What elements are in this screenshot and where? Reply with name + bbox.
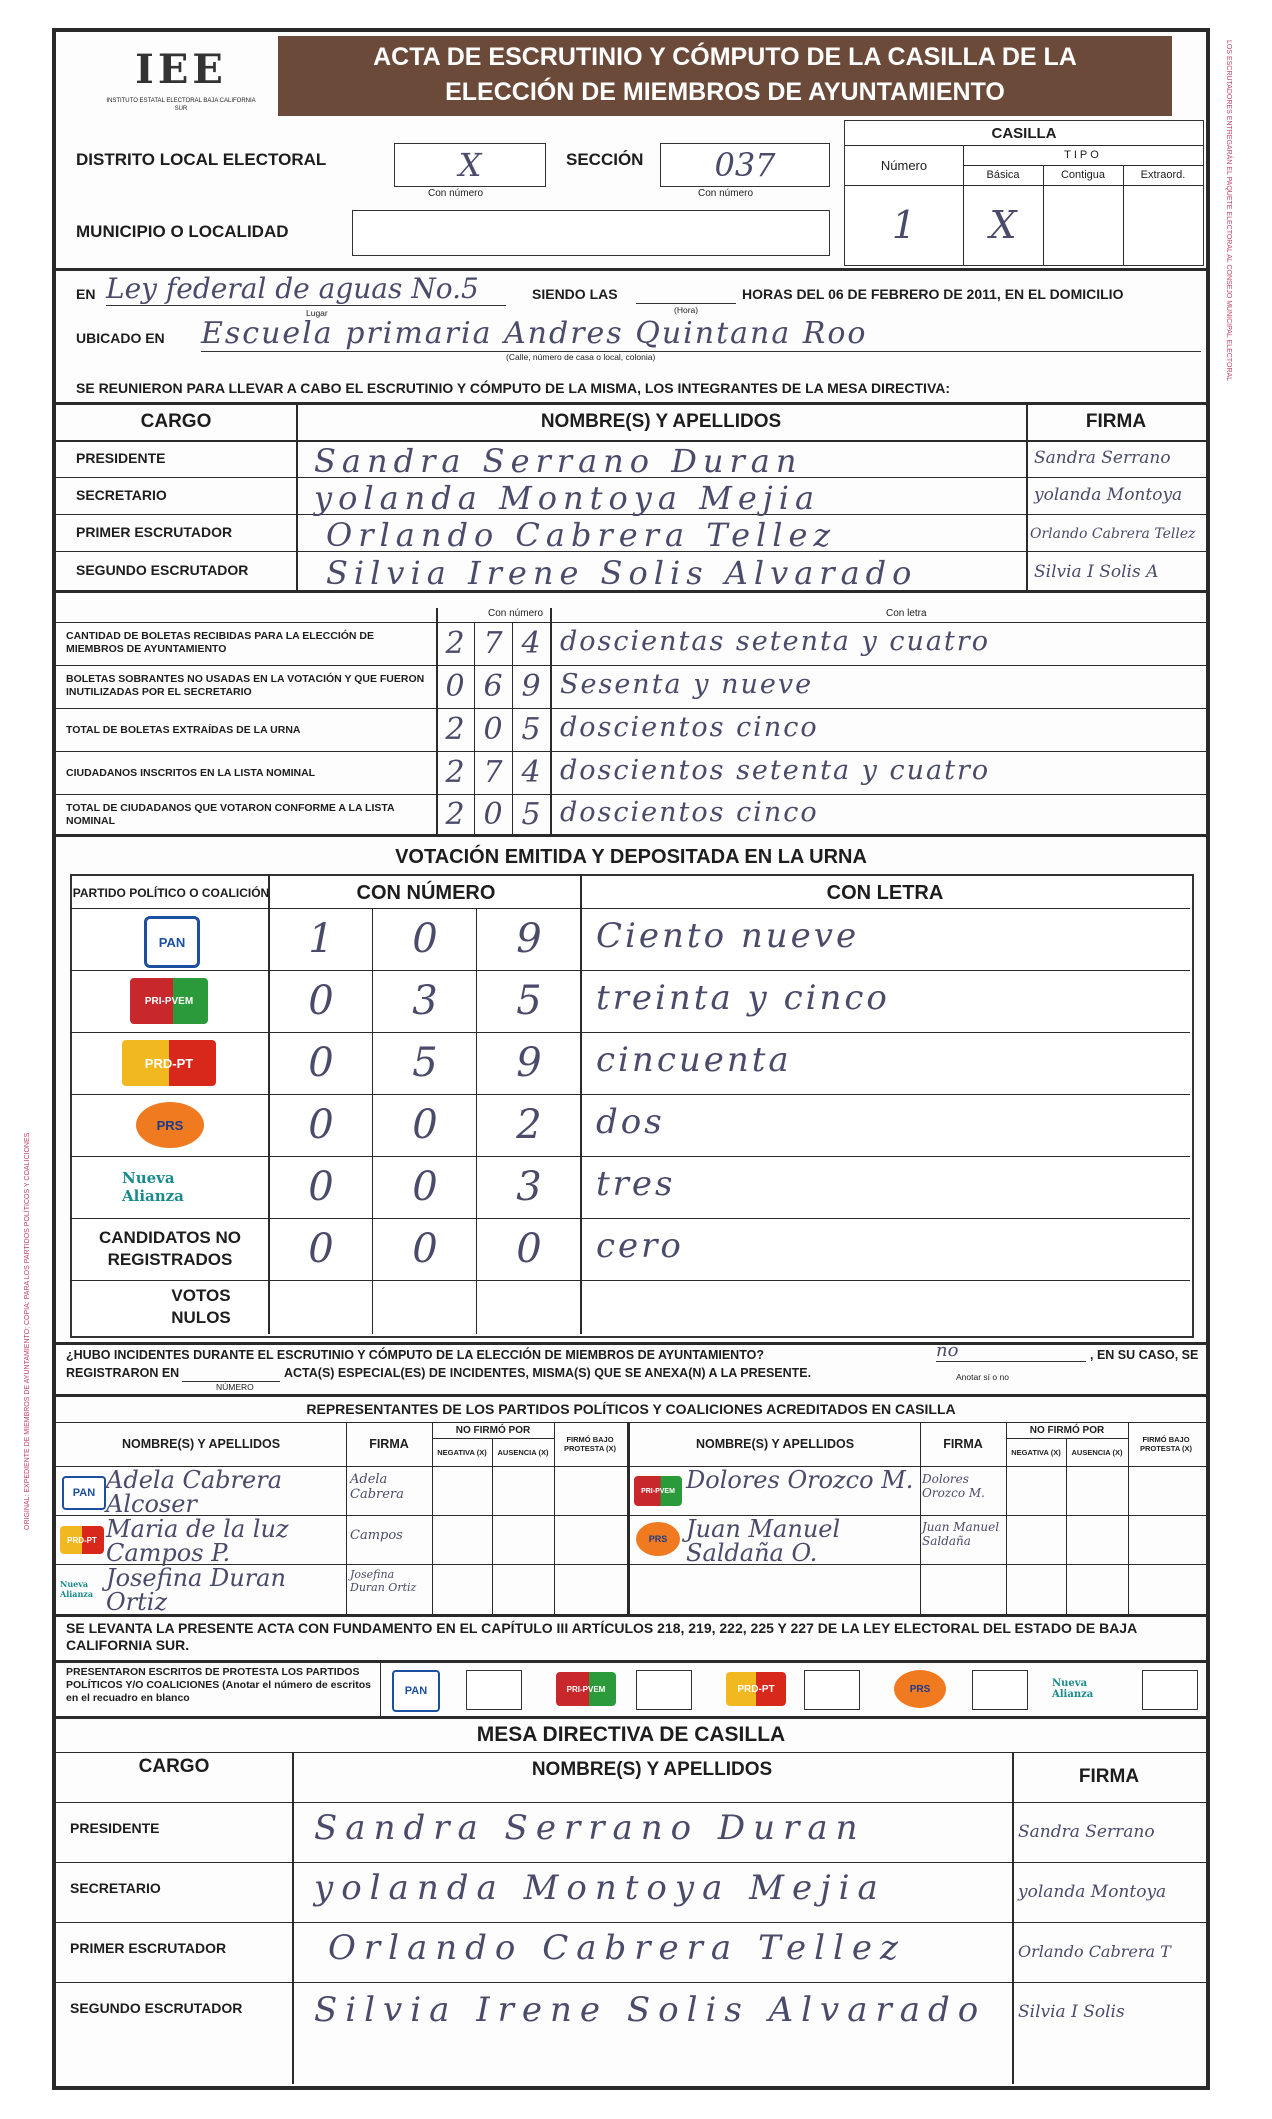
title-banner [278, 36, 1172, 116]
iee-logo-text: IEE [135, 46, 227, 93]
rep-nombre[interactable]: Maria de la luz Campos P. [106, 1515, 289, 1567]
digit-3[interactable]: 0 [516, 1226, 542, 1272]
mesa2-firma[interactable]: Silvia I Solis [1018, 2002, 1125, 2022]
rep-nombre[interactable]: Dolores Orozco M. [686, 1466, 914, 1494]
votacion-letra[interactable]: dos [596, 1102, 665, 1142]
pri-logo-icon: PRI-PVEM [130, 978, 208, 1024]
mesa1-cargo: PRESIDENTE [76, 450, 166, 466]
registraron-label: REGISTRARON EN [66, 1366, 180, 1380]
digit-2[interactable]: 3 [412, 978, 438, 1024]
con-numero-header: CON NÚMERO [356, 881, 496, 904]
municipio-label: MUNICIPIO O LOCALIDAD [76, 222, 289, 241]
nueva-alianza-logo-icon: Nueva Alianza [122, 1169, 184, 1205]
rep-firma[interactable]: Adela Cabrera [350, 1472, 404, 1502]
mesa1-firma[interactable]: Orlando Cabrera Tellez [1030, 526, 1196, 542]
boletas-label: CANTIDAD DE BOLETAS RECIBIDAS PARA LA ELECCIÓN DE MIEMBROS DE AYUNTAMIENTO [66, 630, 375, 655]
representantes-title: REPRESENTANTES DE LOS PARTIDOS POLÍTICOS Y COALICIONES ACREDITADOS EN CASILLA [306, 1401, 956, 1417]
digit-1[interactable] [270, 1280, 372, 1334]
prs-logo-icon: PRS [636, 1522, 680, 1556]
rep-firma[interactable]: Josefina Duran Ortiz [350, 1568, 417, 1594]
rep-protesta-header: FIRMÓ BAJO PROTESTA (X) [563, 1435, 617, 1453]
votacion-letra[interactable]: cero [596, 1226, 684, 1266]
iee-logo-sub: INSTITUTO ESTATAL ELECTORAL BAJA CALIFORNIA SUR [106, 98, 256, 112]
protesta-prd-box[interactable] [804, 1670, 860, 1710]
protesta-nueva-alianza-box[interactable] [1142, 1670, 1198, 1710]
iee-logo [106, 46, 256, 126]
digit-3[interactable]: 9 [516, 1040, 542, 1086]
digit-3[interactable]: 9 [516, 916, 542, 962]
digit-3[interactable]: 4 [521, 626, 541, 661]
no-registrados-label: CANDIDATOS NO REGISTRADOS [99, 1228, 241, 1269]
distrito-label: DISTRITO LOCAL ELECTORAL [76, 150, 327, 169]
casilla-extraord-label: Extraord. [1140, 169, 1186, 181]
digit-2[interactable]: 7 [483, 626, 503, 661]
mesa1-firma-header: FIRMA [1085, 411, 1147, 432]
votos-nulos-label: VOTOS NULOS [171, 1286, 231, 1327]
seccion-label: SECCIÓN [566, 150, 644, 169]
digit-1[interactable]: 2 [445, 796, 465, 832]
digit-1[interactable]: 0 [308, 1164, 334, 1210]
right-margin-note: LOS ESCRUTADORES ENTREGARÁN EL PAQUETE ELECTORAL AL CONSEJO MUNICIPAL ELECTORAL [1225, 40, 1232, 382]
lugar-field[interactable]: Ley federal de aguas No.5 [106, 272, 506, 306]
boletas-label: TOTAL DE BOLETAS EXTRAÍDAS DE LA URNA [66, 724, 301, 736]
rep-nombre[interactable]: Josefina Duran Ortiz [106, 1564, 286, 1616]
digit-3[interactable]: 9 [521, 669, 541, 704]
mesa2-title: MESA DIRECTIVA DE CASILLA [476, 1723, 786, 1746]
votacion-title: VOTACIÓN EMITIDA Y DEPOSITADA EN LA URNA [395, 845, 867, 868]
pan-logo-icon: PAN [144, 916, 200, 968]
distrito-hint: Con número [428, 188, 484, 199]
mesa2-nombre[interactable]: Sandra Serrano Duran [314, 1808, 866, 1848]
fundamento-text: SE LEVANTA LA PRESENTE ACTA CON FUNDAMENTO EN EL CAPÍTULO III ARTÍCULOS 218, 219, 222, 225 Y 227 DE LA LEY ELECTORAL DEL ESTADO DE BAJA CALIFORNIA SUR. [66, 1620, 1137, 1653]
lugar-hint: Lugar [306, 308, 328, 318]
casilla-numero-label: Número [880, 157, 928, 173]
hora-field[interactable] [636, 302, 736, 304]
digit-3[interactable]: 4 [521, 755, 541, 790]
digit-2[interactable]: 0 [412, 916, 438, 962]
digit-1[interactable]: 2 [445, 712, 465, 747]
rep-nombre[interactable]: Adela Cabrera Alcoser [106, 1466, 283, 1518]
ubicado-label: UBICADO EN [76, 330, 165, 346]
rep-protesta-header: FIRMÓ BAJO PROTESTA (X) [1139, 1435, 1193, 1453]
protesta-pan-box[interactable] [466, 1670, 522, 1710]
mesa2-nombre[interactable]: yolanda Montoya Mejia [314, 1868, 886, 1908]
digit-3[interactable]: 3 [516, 1164, 542, 1210]
casilla-box [844, 120, 1204, 266]
votacion-letra[interactable]: Ciento nueve [596, 916, 860, 956]
digit-1[interactable]: 0 [445, 669, 465, 704]
digit-3[interactable]: 5 [521, 712, 541, 747]
incidentes-answer[interactable]: no [936, 1340, 1086, 1362]
mesa2-nombres-header: NOMBRE(S) Y APELLIDOS [531, 1759, 773, 1780]
siendo-las-label: SIENDO LAS [532, 286, 618, 302]
incidentes-question: ¿HUBO INCIDENTES DURANTE EL ESCRUTINIO Y CÓMPUTO DE LA ELECCIÓN DE MIEMBROS DE AYUNTAMIENTO? [66, 1348, 764, 1362]
boletas-label: CIUDADANOS INSCRITOS EN LA LISTA NOMINAL [66, 767, 316, 779]
rep-ausencia-header: AUSENCIA (X) [1071, 1447, 1123, 1457]
votacion-letra[interactable]: cincuenta [596, 1040, 792, 1080]
digit-2[interactable]: 0 [483, 712, 503, 747]
hora-hint: (Hora) [674, 305, 699, 315]
rep-firma-header: FIRMA [369, 1437, 409, 1451]
mesa2-cargo: PRIMER ESCRUTADOR [70, 1940, 227, 1956]
casilla-contigua-field[interactable] [1043, 185, 1123, 265]
anotar-hint: Anotar sí o no [956, 1372, 1009, 1382]
boletas-label: BOLETAS SOBRANTES NO USADAS EN LA VOTACIÓN Y QUE FUERON INUTILIZADAS POR EL SECRETARIO [66, 673, 425, 698]
title-line-1: ACTA DE ESCRUTINIO Y CÓMPUTO DE LA CASILLA DE LA [373, 43, 1077, 71]
rep-negativa-header: NEGATIVA (X) [1011, 1447, 1061, 1457]
digit-3[interactable]: 2 [516, 1102, 542, 1148]
digit-2[interactable]: 7 [483, 755, 503, 790]
municipio-field[interactable] [352, 210, 830, 256]
mesa2-firma-header: FIRMA [1078, 1766, 1140, 1787]
digit-3[interactable]: 5 [521, 796, 541, 832]
domicilio-hint: (Calle, número de casa o local, colonia) [506, 352, 656, 362]
boletas-letra[interactable]: doscientos cinco [560, 712, 819, 743]
pri-logo-icon: PRI-PVEM [634, 1476, 682, 1506]
digit-2[interactable] [374, 1280, 476, 1334]
digit-3[interactable] [478, 1280, 580, 1334]
digit-1[interactable]: 2 [445, 755, 465, 790]
mesa1-nombre[interactable]: Orlando Cabrera Tellez [326, 516, 837, 554]
rep-firma[interactable]: Dolores Orozco M. [922, 1472, 985, 1500]
pan-logo-icon: PAN [62, 1476, 106, 1510]
digit-3[interactable]: 5 [516, 978, 542, 1024]
boletas-con-letra-header: Con letra [886, 608, 927, 619]
prd-pt-logo-icon: PRD-PT [122, 1040, 216, 1086]
digit-2[interactable]: 5 [412, 1040, 438, 1086]
votacion-letra[interactable]: tres [596, 1164, 676, 1204]
mesa2-firma[interactable]: yolanda Montoya [1018, 1882, 1167, 1902]
rep-firma[interactable]: Campos [350, 1528, 403, 1543]
casilla-contigua-label: Contigua [1060, 169, 1106, 181]
mesa1-nombres-header: NOMBRE(S) Y APELLIDOS [540, 411, 782, 432]
votacion-letra[interactable]: treinta y cinco [596, 978, 890, 1018]
casilla-numero-field[interactable]: 1 [891, 203, 917, 247]
mesa2-cargo: PRESIDENTE [70, 1820, 160, 1836]
title-line-2: ELECCIÓN DE MIEMBROS DE AYUNTAMIENTO [445, 78, 1005, 106]
prd-pt-logo-icon: PRD-PT [726, 1672, 786, 1706]
prs-logo-icon: PRS [136, 1102, 204, 1148]
mesa1-nombre[interactable]: Sandra Serrano Duran [314, 442, 803, 480]
digit-2[interactable]: 0 [412, 1226, 438, 1272]
en-su-caso: , EN SU CASO, SE [1090, 1348, 1199, 1362]
boletas-letra[interactable]: doscientas setenta y cuatro [560, 626, 990, 657]
mesa1-cargo-header: CARGO [140, 411, 212, 432]
mesa2-firma[interactable]: Orlando Cabrera T [1018, 1942, 1171, 1961]
protesta-text: PRESENTARON ESCRITOS DE PROTESTA LOS PARTIDOS POLÍTICOS Y/O COALICIONES (Anotar el número de escritos en el recuadro en blanco [66, 1666, 371, 1704]
digit-2[interactable]: 0 [412, 1102, 438, 1148]
prs-logo-icon: PRS [894, 1670, 946, 1708]
horas-text: HORAS DEL 06 DE FEBRERO DE 2011, EN EL DOMICILIO [742, 286, 1124, 302]
mesa2-cargo: SECRETARIO [70, 1880, 161, 1896]
mesa2-firma[interactable]: Sandra Serrano [1018, 1822, 1155, 1842]
mesa2-cargo-header: CARGO [138, 1756, 210, 1777]
digit-1[interactable]: 1 [308, 916, 334, 962]
casilla-extraord-field[interactable] [1123, 185, 1203, 265]
boletas-letra[interactable]: doscientos setenta y cuatro [560, 755, 991, 786]
rep-nombre[interactable]: Juan Manuel Saldaña O. [686, 1515, 841, 1567]
digit-1[interactable]: 0 [308, 978, 334, 1024]
casilla-basica-label: Básica [986, 169, 1020, 181]
seccion-hint: Con número [698, 188, 754, 199]
mesa1-cargo: SEGUNDO ESCRUTADOR [76, 562, 249, 578]
casilla-tipo-label: TIPO [1064, 149, 1102, 161]
boletas-con-numero-header: Con número [488, 608, 544, 619]
digit-2[interactable]: 0 [483, 796, 503, 832]
digit-1[interactable]: 0 [308, 1102, 334, 1148]
seccion-field[interactable]: 037 [660, 143, 830, 187]
rep-ausencia-header: AUSENCIA (X) [497, 1447, 549, 1457]
nueva-alianza-logo-icon: Nueva Alianza [60, 1579, 94, 1599]
acta-especial-text: ACTA(S) ESPECIAL(ES) DE INCIDENTES, MISMA(S) QUE SE ANEXA(N) A LA PRESENTE. [284, 1366, 812, 1380]
acta-sheet [52, 28, 1210, 2090]
mesa1-firma[interactable]: Sandra Serrano [1034, 448, 1171, 468]
mesa2-nombre[interactable]: Orlando Cabrera Tellez [328, 1928, 906, 1968]
boletas-label: TOTAL DE CIUDADANOS QUE VOTARON CONFORME A LA LISTA NOMINAL [66, 802, 395, 827]
mesa1-cargo: PRIMER ESCRUTADOR [76, 524, 233, 540]
rep-firma-header: FIRMA [943, 1437, 983, 1451]
casilla-title: CASILLA [991, 124, 1057, 142]
prd-pt-logo-icon: PRD-PT [60, 1526, 104, 1554]
boletas-letra[interactable]: Sesenta y nueve [560, 669, 814, 700]
pri-logo-icon: PRI-PVEM [556, 1672, 616, 1706]
protesta-prs-box[interactable] [972, 1670, 1028, 1710]
reunieron-text: SE REUNIERON PARA LLEVAR A CABO EL ESCRUTINIO Y CÓMPUTO DE LA MISMA, LOS INTEGRANTES DE LA MESA DIRECTIVA: [76, 380, 951, 396]
mesa2-cargo: SEGUNDO ESCRUTADOR [70, 2000, 243, 2016]
rep-no-firmo-header: NO FIRMÓ POR [1029, 1424, 1105, 1436]
en-label: EN [76, 286, 96, 302]
mesa1-firma[interactable]: yolanda Montoya [1034, 485, 1183, 505]
digit-2[interactable]: 0 [412, 1164, 438, 1210]
left-margin-note: ORIGINAL: EXPEDIENTE DE MIEMBROS DE AYUNTAMIENTO; COPIA: PARA LOS PARTIDOS POLÍTICOS Y COALICIONES [24, 1132, 31, 1530]
rep-firma[interactable]: Juan Manuel Saldaña [922, 1520, 1000, 1548]
pan-logo-icon: PAN [392, 1670, 440, 1712]
rep-no-firmo-header: NO FIRMÓ POR [455, 1424, 531, 1436]
rep-nombres-header: NOMBRE(S) Y APELLIDOS [695, 1437, 855, 1451]
digit-1[interactable]: 0 [308, 1040, 334, 1086]
rep-nombres-header: NOMBRE(S) Y APELLIDOS [121, 1437, 281, 1451]
boletas-letra[interactable]: doscientos cinco [560, 797, 819, 828]
digit-2[interactable]: 6 [483, 669, 503, 704]
distrito-field[interactable]: X [394, 143, 546, 187]
partido-header: PARTIDO POLÍTICO O COALICIÓN [72, 885, 270, 900]
digit-1[interactable]: 0 [308, 1226, 334, 1272]
mesa1-firma[interactable]: Silvia I Solis A [1034, 562, 1159, 582]
con-letra-header: CON LETRA [826, 881, 944, 904]
mesa1-cargo: SECRETARIO [76, 487, 167, 503]
protesta-pri-box[interactable] [636, 1670, 692, 1710]
casilla-basica-field[interactable]: X [989, 203, 1017, 247]
mesa1-nombre[interactable]: yolanda Montoya Mejia [314, 479, 821, 517]
numero-hint: NÚMERO [216, 1382, 254, 1392]
mesa2-nombre[interactable]: Silvia Irene Solis Alvarado [314, 1990, 987, 2030]
digit-1[interactable]: 2 [445, 626, 465, 661]
mesa1-nombre[interactable]: Silvia Irene Solis Alvarado [326, 554, 918, 592]
rep-negativa-header: NEGATIVA (X) [437, 1447, 487, 1457]
domicilio-field[interactable]: Escuela primaria Andres Quintana Roo [201, 316, 1201, 352]
nueva-alianza-logo-icon: Nueva Alianza [1052, 1678, 1094, 1700]
